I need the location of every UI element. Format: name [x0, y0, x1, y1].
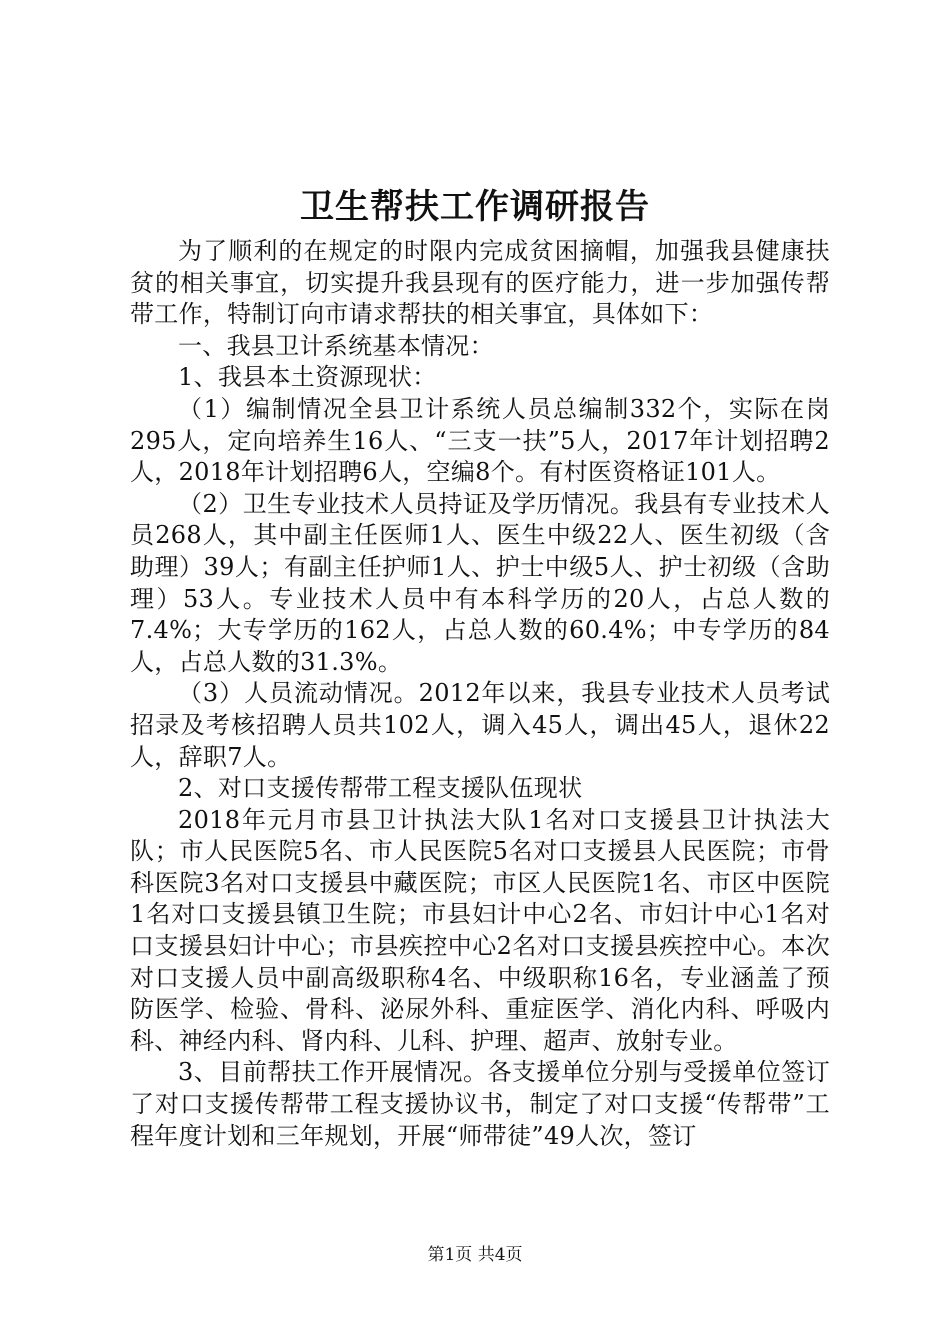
paragraph-support-team: 2018年元月市县卫计执法大队1名对口支援县卫计执法大队；市人民医院5名、市人民医院5名对口支援县人民医院；市骨科医院3名对口支援县中藏医院；市区人民医院1名、市区中医院1名对口支援县镇卫生院；市县妇计中心2名、市妇计中心1名对口支援县妇计中心；市县疾控中心2名对口支援县疾控中心。本次对口支援人员中副高级职称4名、中级职称16名，专业涵盖了预防医学、检验、骨科、泌尿外科、重症医学、消化内科、呼吸内科、神经内科、肾内科、儿科、护理、超声、放射专业。 — [130, 805, 830, 1055]
paragraph-qualifications: （2）卫生专业技术人员持证及学历情况。我县有专业技术人员268人，其中副主任医师1人、医生中级22人、医生初级（含助理）39人；有副主任护师1人、护士中级5人、护士初级（含助理）53人。专业技术人员中有本科学历的20人，占总人数的7.4%；大专学历的162人，占总人数的60.4%；中专学历的84人，占总人数的31.3%。 — [130, 489, 830, 676]
heading-subsection-1: 1、我县本土资源现状： — [178, 363, 437, 392]
heading-section-1: 一、我县卫计系统基本情况： — [178, 331, 494, 360]
document-title: 卫生帮扶工作调研报告 — [300, 187, 650, 227]
page-footer: 第1页 共4页 — [427, 1245, 523, 1265]
heading-subsection-2: 2、对口支援传帮带工程支援队伍现状 — [178, 774, 583, 803]
paragraph-intro: 为了顺利的在规定的时限内完成贫困摘帽，加强我县健康扶贫的相关事宜，切实提升我县现有的医疗能力，进一步加强传帮带工作，特制订向市请求帮扶的相关事宜，具体如下： — [130, 237, 830, 329]
paragraph-personnel-flow: （3）人员流动情况。2012年以来，我县专业技术人员考试招录及考核招聘人员共102人，调入45人，调出45人，退休22人，辞职7人。 — [130, 679, 830, 771]
paragraph-staffing: （1）编制情况全县卫计系统人员总编制332个，实际在岗295人，定向培养生16人、“三支一扶”5人，2017年计划招聘2人，2018年计划招聘6人，空编8个。有村医资格证101人。 — [130, 394, 830, 487]
document-body — [130, 236, 830, 1152]
paragraph-current-work: 3、目前帮扶工作开展情况。各支援单位分别与受援单位签订了对口支援传帮带工程支援协议书，制定了对口支援“传帮带”工程年度计划和三年规划，开展“师带徒”49人次，签订 — [130, 1058, 830, 1150]
